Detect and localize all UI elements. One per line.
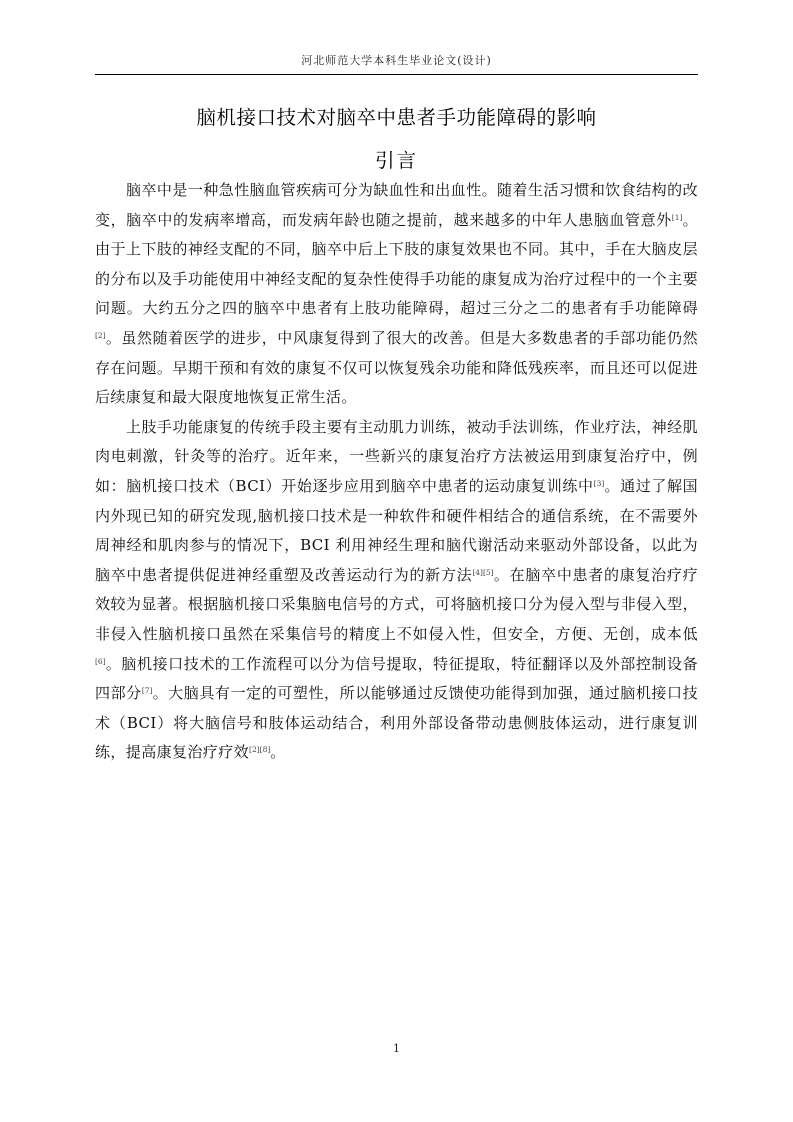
paragraph-2-text: 。 [270,743,286,762]
citation-3: [3] [593,478,605,488]
paragraph-1-text: 。虽然随着医学的进步，中风康复得到了很大的改善。但是大多数患者的手部功能仍然存在问题。早期干预和有效的康复不仅可以恢复残余功能和降低残疾率，而且还可以促进后续康复和最大限度地恢复正常生活。 [95,328,698,407]
citation-2: [2] [95,330,106,340]
paragraph-2-text: 。大脑具有一定的可塑性，所以能够通过反馈使功能得到加强，通过脑机接口技术（BCI）将大脑信号和肢体运动结合，利用外部设备带动患侧肢体运动，进行康复训练，提高康复治疗疗效 [95,684,698,762]
section-heading-introduction: 引言 [374,149,418,172]
paragraph-1 [95,176,698,413]
body-text [95,176,698,768]
running-header: 河北师范大学本科生毕业论文(设计) [95,52,698,75]
citation-4-5: [4][5] [472,567,494,577]
document-title: 脑机接口技术对脑卒中患者手功能障碍的影响 [196,106,597,129]
paragraph-2-text: 。在脑卒中患者的康复治疗疗效较为显著。根据脑机接口采集脑电信号的方式，可将脑机接口分为侵入型与非侵入型，非侵入性脑机接口虽然在采集信号的精度上不如侵入性，但安全，方便、无创，成本低 [95,565,699,643]
citation-1: [1] [671,212,683,222]
citation-2-8: [2][8] [249,745,271,755]
citation-7: [7] [141,686,153,696]
paragraph-2-text: 。通过了解国内外现已知的研究发现,脑机接口技术是一种软件和硬件相结合的通信系统，在不需要外周神经和肌肉参与的情况下，BCI 利用神经生理和脑代谢活动来驱动外部设备，以此为脑卒中患者提供促进神经重塑及改善运动行为的新方法 [95,476,698,584]
page-number: 1 [393,1042,400,1055]
paragraph-1-text: 。由于上下肢的神经支配的不同，脑卒中后上下肢的康复效果也不同。其中，手在大脑皮层的分布以及手功能使用中神经支配的复杂性使得手功能的康复成为治疗过程中的一个主要问题。大约五分之四的脑卒中患者有上肢功能障碍，超过三分之二的患者有手功能障碍 [95,210,698,318]
paragraph-2-text: 。脑机接口技术的工作流程可以分为信号提取，特征提取，特征翻译以及外部控制设备四部分 [95,654,698,703]
paragraph-1-text: 脑卒中是一种急性脑血管疾病可分为缺血性和出血性。随着生活习惯和饮食结构的改变，脑卒中的发病率增高，而发病年龄也随之提前，越来越多的中年人患脑血管意外 [95,181,698,229]
citation-6: [6] [95,656,106,666]
paragraph-2-text: 上肢手功能康复的传统手段主要有主动肌力训练，被动手法训练，作业疗法，神经肌肉电刺激，针灸等的治疗。近年来，一些新兴的康复治疗方法被运用到康复治疗中，例如：脑机接口技术（BCI）开始逐步应用到脑卒中患者的运动康复训练中 [95,417,698,495]
paragraph-2 [95,413,698,768]
